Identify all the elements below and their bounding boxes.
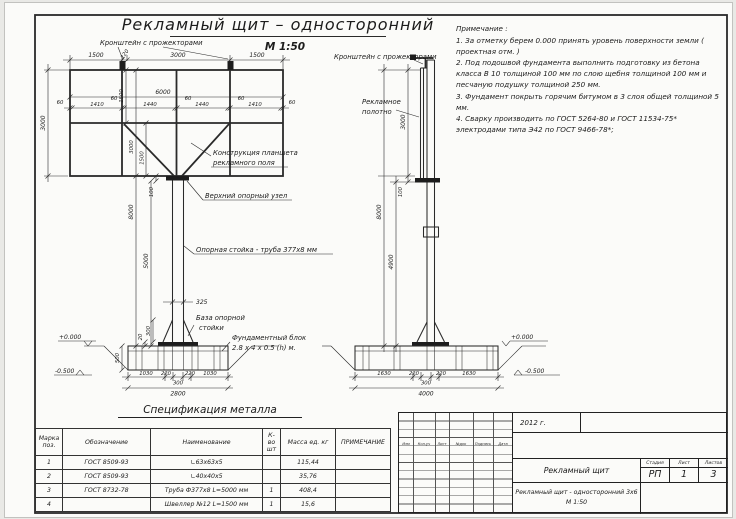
panel-structure-label: Конструкция планшета [213,149,298,157]
document-subtitle [513,483,641,514]
elevation-minus-side: -0.500 [525,368,545,375]
dim-label: 1030 [139,371,153,377]
dim-label: 1030 [203,371,217,377]
spec-header-mass: Масса ед. кг [281,429,336,456]
side-foundation [322,346,546,370]
subtitle-line: Рекламный щит - односторонний 3х6 [515,489,638,496]
page-title: Рекламный щит – односторонний [121,15,435,34]
dim-label: 100 [149,186,155,198]
dim-label: 1630 [377,371,391,377]
notes-block [456,24,727,137]
dim-label: 6000 [155,89,171,96]
side-view-structure [410,55,449,347]
notes-heading: Примечание : [456,24,508,33]
dim-label: 3000 [40,115,47,131]
spec-header-designation: Обозначение [63,429,151,456]
dim-label: 1440 [143,102,157,108]
sheets-label: Листов [699,459,728,468]
title-block-cell [513,433,728,459]
drawing-title [122,15,434,53]
rev-header: Кол.уч [417,442,431,446]
side-dimension-labels [376,114,545,397]
rev-header: Лист [437,442,447,446]
dim-label: 300 [172,380,184,387]
dim-label: 1410 [90,102,104,108]
rev-header: №док [455,442,467,446]
canvas-label: Рекламное [362,98,401,106]
base-plate-side [412,342,449,346]
spec-header-name: Наименование [151,429,263,456]
spec-header-qty: К-во шт [263,429,281,456]
cell-pos: 3 [36,484,63,498]
title-block [398,412,727,513]
rev-header: Дата [498,442,508,446]
dim-label: 1440 [195,102,209,108]
cell-note [336,498,391,512]
spec-table [35,428,391,512]
spec-header-pos: Марка поз. [36,429,63,456]
floodlight-bracket-right [228,61,234,70]
cell-qty [263,470,281,484]
dim-label: 100 [398,186,404,198]
flange-side [415,178,440,183]
document-title: Рекламный щит [513,459,641,483]
scale-label: М 1:50 [264,41,306,53]
spec-row [36,456,391,470]
foundation-label: Фундаментный блок [232,334,307,342]
svg-text:полотно: полотно [362,108,392,116]
cell-mass: 15,6 [281,498,336,512]
rev-header: Подпись [474,442,492,446]
top-node-label: Верхний опорный узел [205,192,288,200]
note-item: 2. Под подошвой фундамента выполнить подготовку из бетона класса В 10 толщиной 100 мм по слою щебня толщиной 100 мм и песчаную подушку толщиной 250 мм. [456,58,707,89]
elevation-zero-front: +0.000 [59,334,82,341]
spec-row [36,498,391,512]
dim-label: 220 [408,371,420,377]
dim-label: 3000 [400,114,407,130]
cell-designation: ГОСТ 8509-93 [63,470,151,484]
cell-qty: 1 [263,484,281,498]
cell-mass: 35,76 [281,470,336,484]
cell-qty: 1 [263,498,281,512]
pole-sleeve [424,227,439,237]
svg-text:рекламного поля: рекламного поля [213,159,275,167]
cell-mass: 408,4 [281,484,336,498]
sheet-number: 1 [670,468,699,483]
stage-value: РП [641,468,670,483]
title-block-cell [581,413,728,433]
year-cell: 2012 г. [513,413,581,433]
cell-name: ∟40х40х5 [151,470,263,484]
dim-label: 1500 [139,151,146,165]
base-plate-front [158,342,198,346]
dim-label: 500 [115,352,121,364]
spec-row [36,484,391,498]
dim-label: 120 [119,48,131,61]
cell-mass: 115,44 [281,456,336,470]
revision-grid [399,413,513,512]
spec-header-note: ПРИМЕЧАНИЕ [336,429,391,456]
dim-label: 60 [56,100,64,106]
note-item: 3. Фундамент покрыть горячим битумом в 3 слоя общей толщиной 5 мм. [456,91,719,112]
spec-row [36,470,391,484]
cell-name: Швеллер №12 L=1500 мм [151,498,263,512]
stage-label: Стадия [641,459,670,468]
spec-header-row [36,429,391,456]
dim-label: 60 [184,96,192,102]
sheet-label: Лист [670,459,699,468]
dim-label: 300 [420,380,432,387]
dim-label: 220 [184,371,196,377]
dim-label: 1630 [462,371,476,377]
rev-header: Изм [402,442,410,446]
cell-designation [63,498,151,512]
dim-label: 5000 [143,253,150,269]
dim-label: 20 [138,333,144,341]
cell-name: ∟63х63х5 [151,456,263,470]
dim-label: 1500 [119,89,125,103]
side-annotations [334,53,437,117]
dim-label: 220 [160,371,172,377]
cell-designation: ГОСТ 8509-93 [63,456,151,470]
top-support-node [166,176,189,181]
dim-label: 60 [110,96,118,102]
cell-pos: 4 [36,498,63,512]
svg-text:стойки: стойки [199,324,224,332]
subtitle-scale: М 1:50 [565,498,588,506]
dim-label: 2800 [170,390,186,398]
bracket-label-front: Кронштейн с прожекторами [100,39,203,47]
cell-note [336,456,391,470]
pole-label: Опорная стойка - труба 377х8 мм [196,246,317,254]
front-annotations [100,39,333,352]
dim-label: 1500 [249,52,265,59]
dim-label: 220 [435,371,447,377]
bracket-label-side: Кронштейн с прожекторами [334,53,437,61]
cell-pos: 1 [36,456,63,470]
cell-designation: ГОСТ 8732-78 [63,484,151,498]
note-item: 1. За отметку берем 0.000 принять уровень поверхности земли ( проектная отм. ) [456,35,704,56]
dim-label: 4900 [388,254,395,270]
dim-label: 1410 [248,102,262,108]
dim-label: 3000 [129,140,135,154]
svg-text:2.8 х 4 х 0.5 (h) м.: 2.8 х 4 х 0.5 (h) м. [232,344,296,352]
elevation-minus-front: -0.500 [55,368,75,375]
dim-label: 325 [196,299,208,306]
elevation-zero-side: +0.000 [511,334,534,341]
pole-base-label: База опорной [196,314,245,322]
cell-name: Труба Ф377х8 L=5000 мм [151,484,263,498]
dim-label: 60 [237,96,245,102]
dim-label: 60 [288,100,296,106]
dim-label: 1500 [88,52,104,59]
cell-note [336,484,391,498]
sheets-total: 3 [699,468,728,483]
cell-qty [263,456,281,470]
spec-table-title: Спецификация металла [118,404,302,418]
dim-label: 300 [146,325,152,337]
dim-label: 8000 [376,204,383,220]
note-item: 4. Сварку производить по ГОСТ 5264-80 и ГОСТ 11534-75* электродами типа Э42 по ГОСТ 9466-78*; [456,114,677,135]
dim-label: 4000 [418,390,434,398]
dim-label: 3000 [170,52,186,59]
dim-label: 8000 [128,204,135,220]
cell-pos: 2 [36,470,63,484]
cell-note [336,470,391,484]
